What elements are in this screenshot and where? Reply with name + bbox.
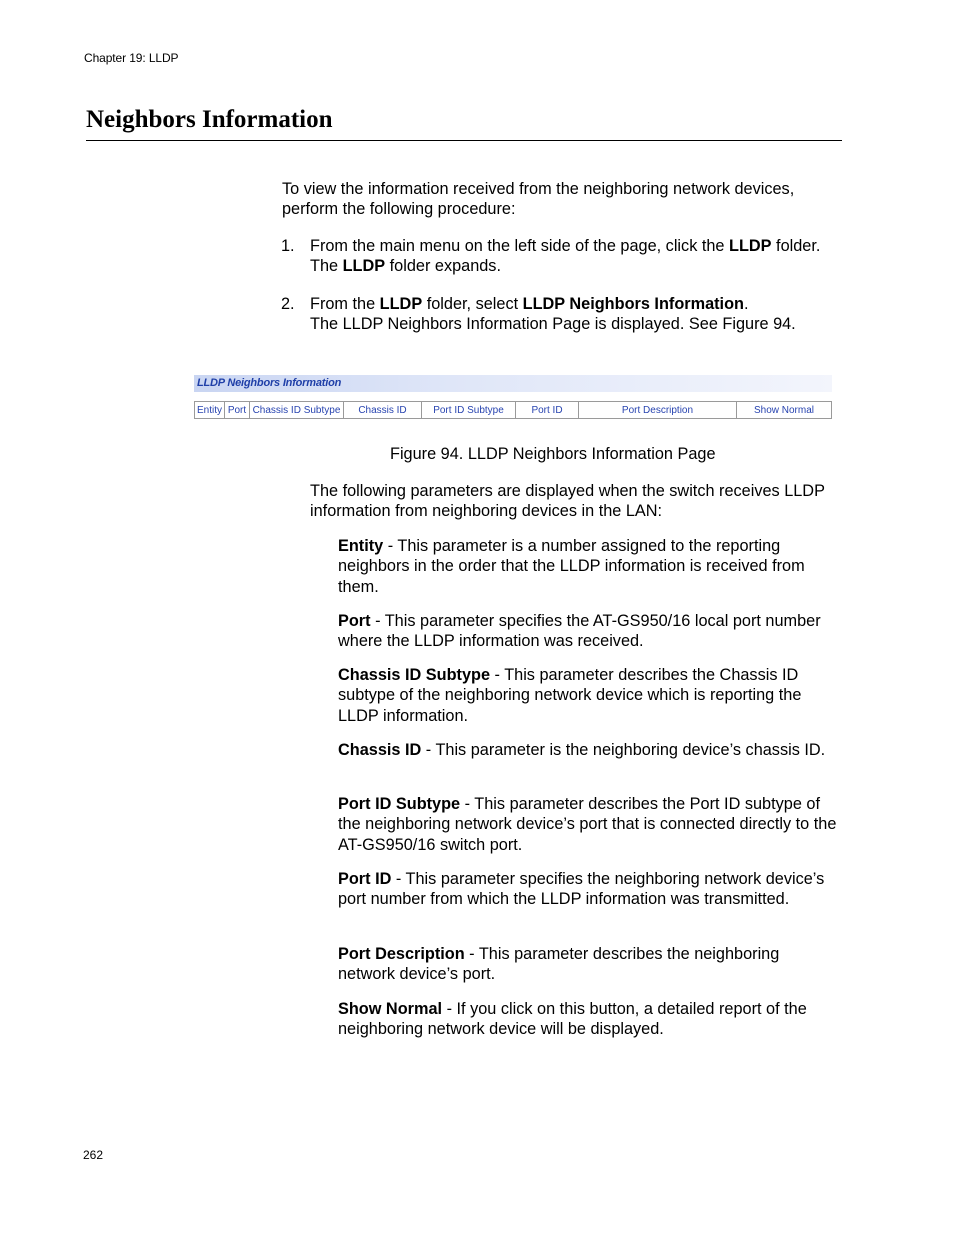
step-number: 1.: [281, 237, 295, 255]
column-port-id[interactable]: Port ID: [515, 401, 579, 419]
param-entity: [338, 536, 838, 597]
param-term: Port Description: [338, 945, 465, 963]
param-term: Show Normal: [338, 1000, 443, 1018]
param-description: - If you click on this button, a detailed report of the neighboring network device will be displayed.: [338, 1000, 807, 1039]
param-term: Port ID: [338, 870, 392, 888]
step-text: [310, 236, 850, 277]
step-text-part: The: [310, 257, 343, 276]
param-chassis-id-subtype: [338, 665, 838, 726]
param-description: - This parameter describes the Chassis ID subtype of the neighboring network device which is reporting the LLDP information.: [338, 666, 802, 725]
param-show-normal: [338, 999, 838, 1040]
panel-title: LLDP Neighbors Information: [197, 377, 342, 389]
intro-paragraph: To view the information received from the neighboring network devices, perform the following procedure:: [282, 180, 795, 219]
param-description: - This parameter describes the neighboring network device’s port.: [338, 945, 780, 984]
step-bold-term: LLDP: [379, 295, 423, 313]
param-term: Chassis ID: [338, 741, 422, 759]
show-normal-button[interactable]: Show Normal: [736, 401, 832, 419]
step-text-part: folder, select: [422, 295, 523, 313]
step-bold-term: LLDP Neighbors Information: [522, 295, 744, 313]
param-chassis-id: [338, 740, 838, 760]
step-text-part: From the: [310, 295, 380, 313]
param-description: - This parameter is the neighboring device’s chassis ID.: [421, 741, 826, 759]
param-description: - This parameter is a number assigned to the reporting neighbors in the order that the LLDP information is received from them.: [338, 537, 805, 596]
neighbors-table-header: [194, 401, 833, 419]
param-term: Entity: [338, 537, 384, 555]
section-title: Neighbors Information: [86, 106, 333, 133]
param-port-description: [338, 944, 838, 985]
param-term: Port: [338, 612, 371, 630]
column-chassis-id[interactable]: Chassis ID: [343, 401, 422, 419]
param-port-id: [338, 869, 838, 910]
step-bold-term: LLDP: [729, 237, 772, 255]
title-rule: [86, 140, 842, 141]
step-text-part: The LLDP Neighbors Information Page is displayed. See Figure 94.: [310, 315, 796, 334]
panel-titlebar: [194, 375, 832, 392]
column-entity[interactable]: Entity: [194, 401, 225, 419]
param-port-id-subtype: [338, 794, 844, 855]
step-text-part: From the main menu on the left side of the page, click the: [310, 237, 730, 255]
column-port-description[interactable]: Port Description: [578, 401, 737, 419]
step-number: 2.: [281, 295, 295, 313]
param-port: [338, 611, 838, 652]
column-port-id-subtype[interactable]: Port ID Subtype: [421, 401, 516, 419]
page-number: 262: [83, 1148, 104, 1162]
column-port[interactable]: Port: [224, 401, 250, 419]
step-text-part: .: [743, 295, 749, 313]
param-description: - This parameter describes the Port ID subtype of the neighboring network device’s port that is connected directly to the AT-GS950/16 switch port.: [338, 795, 837, 854]
step-text-part: folder.: [771, 237, 821, 255]
param-description: - This parameter specifies the AT-GS950/16 local port number where the LLDP information was received.: [338, 612, 821, 651]
param-description: - This parameter specifies the neighboring network device’s port number from which the LLDP information was transmitted.: [338, 870, 825, 909]
step-text: [310, 294, 850, 335]
chapter-label: Chapter 19: LLDP: [84, 51, 179, 65]
step-bold-term: LLDP: [342, 257, 386, 276]
column-chassis-id-subtype[interactable]: Chassis ID Subtype: [249, 401, 344, 419]
param-term: Chassis ID Subtype: [338, 666, 491, 684]
params-intro: The following parameters are displayed when the switch receives LLDP information from neighboring devices in the LAN:: [310, 482, 825, 521]
figure-caption: Figure 94. LLDP Neighbors Information Page: [390, 445, 716, 463]
step-text-part: folder expands.: [385, 257, 501, 276]
param-term: Port ID Subtype: [338, 795, 461, 813]
